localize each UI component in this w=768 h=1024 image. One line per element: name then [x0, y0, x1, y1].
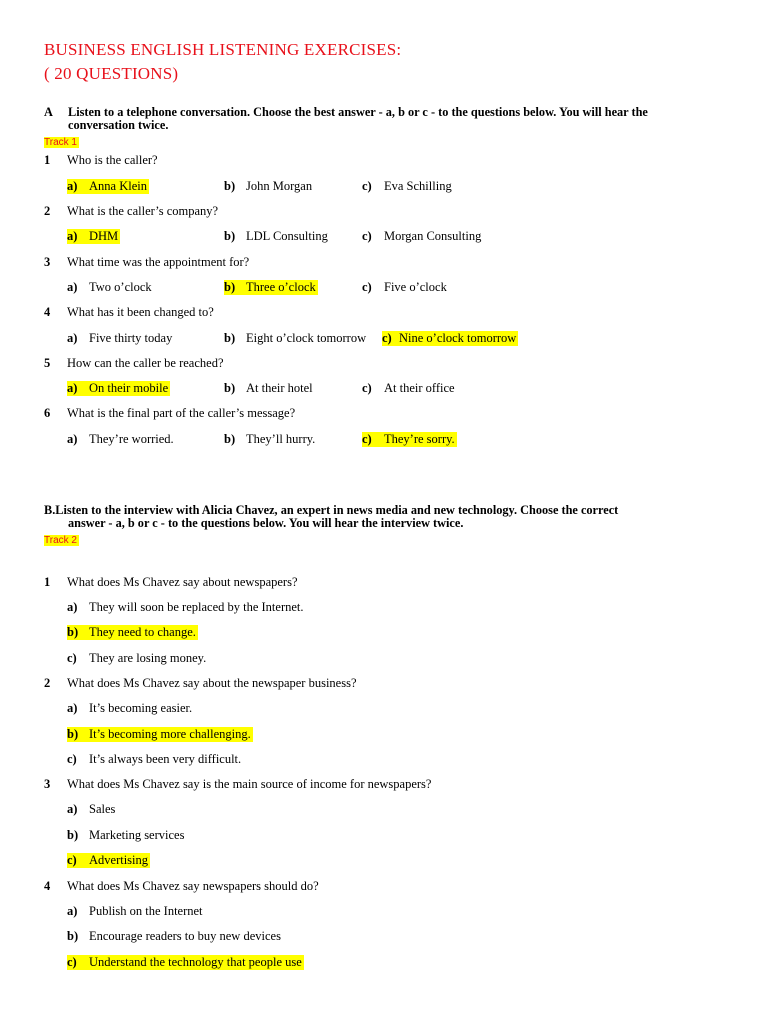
- section-b-instruction-line1: B.Listen to the interview with Alicia Chavez, an expert in news media and new technology. Choose the correct: [44, 503, 619, 517]
- option-a6-b: b) They’ll hurry.: [224, 432, 316, 446]
- option-a2-a: a) DHM: [67, 229, 119, 243]
- section-b-instruction: [44, 504, 734, 530]
- option-b2-b: b) It’s becoming more challenging.: [67, 727, 251, 741]
- option-a1-b: b) John Morgan: [224, 179, 313, 193]
- section-a-instruction: [44, 106, 734, 132]
- question-text: How can the caller be reached?: [67, 356, 224, 370]
- option-a3-c: c) Five o’clock: [362, 280, 447, 294]
- question-text: What does Ms Chavez say newspapers should do?: [67, 879, 319, 893]
- section-a-letter: A: [44, 105, 53, 119]
- option-a2-b: b) LDL Consulting: [224, 229, 328, 243]
- option-b3-b: b) Marketing services: [67, 828, 185, 842]
- option-b1-a: a) They will soon be replaced by the Internet.: [67, 600, 304, 614]
- question-number: 5: [44, 356, 51, 370]
- question-number: 3: [44, 777, 51, 791]
- option-b4-c: c) Understand the technology that people use: [67, 955, 302, 969]
- option-b1-b: b) They need to change.: [67, 625, 196, 639]
- option-a3-b: b) Three o’clock: [224, 280, 316, 294]
- option-a4-c: c) Nine o’clock tomorrow: [382, 331, 517, 345]
- question-number: 3: [44, 255, 51, 269]
- question-number: 4: [44, 305, 51, 319]
- question-number: 4: [44, 879, 51, 893]
- question-text: What has it been changed to?: [67, 305, 214, 319]
- question-text: What does Ms Chavez say about the newspaper business?: [67, 676, 357, 690]
- option-b1-c: c) They are losing money.: [67, 651, 207, 665]
- question-text: What does Ms Chavez say is the main source of income for newspapers?: [67, 777, 432, 791]
- question-number: 1: [44, 153, 51, 167]
- question-number: 2: [44, 676, 51, 690]
- option-b3-a: a) Sales: [67, 802, 116, 816]
- question-text: What time was the appointment for?: [67, 255, 250, 269]
- option-b4-b: b) Encourage readers to buy new devices: [67, 929, 281, 943]
- section-a-instruction-line1: Listen to a telephone conversation. Choose the best answer - a, b or c - to the questions below. You will hear the: [68, 105, 648, 119]
- question-text: What is the final part of the caller’s message?: [67, 406, 296, 420]
- option-a6-a: a) They’re worried.: [67, 432, 174, 446]
- option-b3-c: c) Advertising: [67, 853, 149, 867]
- option-a6-c: c) They’re sorry.: [362, 432, 455, 446]
- option-a5-c: c) At their office: [362, 381, 455, 395]
- option-a4-a: a) Five thirty today: [67, 331, 173, 345]
- option-a1-a: a) Anna Klein: [67, 179, 147, 193]
- section-a-instruction-line2: conversation twice.: [68, 118, 169, 132]
- option-b2-a: a) It’s becoming easier.: [67, 701, 193, 715]
- question-text: What does Ms Chavez say about newspapers?: [67, 575, 298, 589]
- option-a5-b: b) At their hotel: [224, 381, 313, 395]
- option-a3-a: a) Two o’clock: [67, 280, 152, 294]
- option-b2-c: c) It’s always been very difficult.: [67, 752, 242, 766]
- document-subtitle: ( 20 QUESTIONS): [44, 64, 179, 83]
- option-a2-c: c) Morgan Consulting: [362, 229, 482, 243]
- question-text: What is the caller’s company?: [67, 204, 219, 218]
- option-b4-a: a) Publish on the Internet: [67, 904, 203, 918]
- document-title: BUSINESS ENGLISH LISTENING EXERCISES:: [44, 40, 402, 59]
- question-number: 1: [44, 575, 51, 589]
- option-a5-a: a) On their mobile: [67, 381, 169, 395]
- question-number: 2: [44, 204, 51, 218]
- track-1-label: Track 1: [44, 137, 77, 148]
- option-a4-b: b) Eight o’clock tomorrow: [224, 331, 367, 345]
- option-a1-c: c) Eva Schilling: [362, 179, 452, 193]
- section-b-instruction-line2: answer - a, b or c - to the questions below. You will hear the interview twice.: [68, 516, 464, 530]
- question-text: Who is the caller?: [67, 153, 158, 167]
- track-2-label: Track 2: [44, 535, 77, 546]
- question-number: 6: [44, 406, 51, 420]
